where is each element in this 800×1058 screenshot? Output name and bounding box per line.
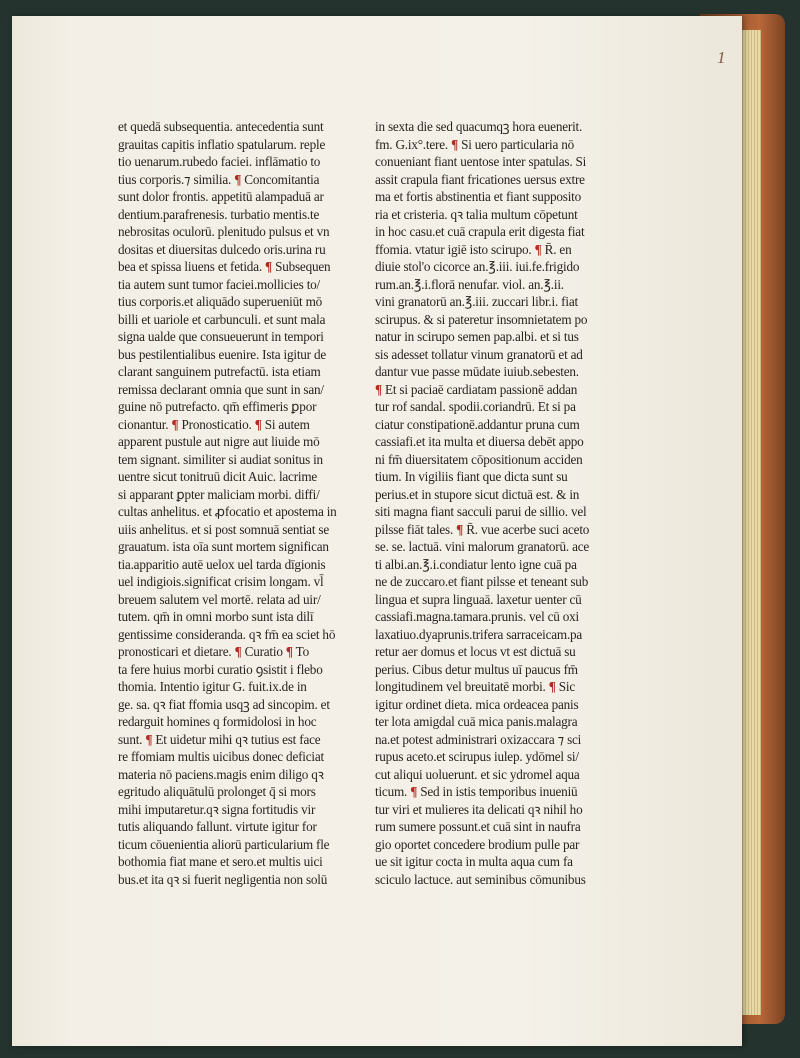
left-column-line: bus.et ita qꝛ si fuerit negligentia non solū: [118, 871, 328, 887]
right-column-line: lingua et supra linguaā. laxetur uenter cū: [375, 591, 582, 607]
left-column-line: sunt. ¶ Et uidetur mihi qꝛ tutius est face: [118, 731, 321, 747]
left-column-line: gentissime consideranda. qꝛ fm̄ ea sciet hō: [118, 626, 336, 642]
folio-number: 1: [717, 48, 726, 67]
right-column: [375, 118, 611, 888]
right-column-line: ter lota amigdal cuā mica panis.malagra: [375, 714, 578, 729]
left-column-line: apparent pustule aut nigre aut liuide mō: [118, 434, 320, 449]
right-column-line: ue sit igitur cocta in multa aqua cum fa: [375, 854, 573, 869]
right-column-line: ne de zuccaro.et fiant pilsse et teneant sub: [375, 574, 589, 589]
left-column-line: bothomia fiat mane et sero.et multis uici: [118, 854, 323, 869]
right-column-line: diuie stol'o cicorce an.℥.iii. iui.fe.frigido: [375, 259, 580, 274]
right-column-line: perius.et in stupore sicut dictuā est. & in: [375, 486, 580, 502]
right-column-line: sciculo lactuce. aut seminibus cōmunibus: [375, 871, 586, 887]
right-column-line: longitudinem vel breuitatē morbi. ¶ Sic: [375, 679, 576, 694]
right-column-line: perius. Cibus detur multus uī paucus fm̄: [375, 661, 578, 677]
left-column-line: bus pestilentialibus euenire. Ista igitur de: [118, 346, 327, 362]
right-column-line: siti magna fiant sacculi parui de sillio. vel: [375, 504, 587, 519]
left-column: [118, 118, 354, 888]
right-column-line: in hoc casu.et cuā crapula erit digesta fiat: [375, 224, 585, 239]
left-column-line: bea et spissa liuens et fetida. ¶ Subsequen: [118, 259, 331, 274]
left-column-line: billi et uariole et carbunculi. et sunt mala: [118, 311, 326, 327]
left-column-line: tutem. qm̄ in omni morbo sunt ista dilī: [118, 609, 314, 624]
right-column-line: cut aliqui uoluerunt. et sic ydromel aqua: [375, 766, 580, 782]
right-column-line: ti albi.an.℥.i.condiatur lento igne cuā pa: [375, 556, 577, 572]
right-column-line: natur in scirupo semen pap.albi. et si tus: [375, 329, 579, 344]
left-column-line: egritudo aliquātulū prolonget q̄ si mors: [118, 784, 316, 799]
right-column-line: gio oportet concedere brodium pulle par: [375, 836, 580, 852]
left-column-line: uiis anhelitus. et si post somnuā sentiat se: [118, 521, 329, 537]
right-column-line: cassiafi.magna.tamara.prunis. vel cū oxi: [375, 609, 580, 624]
right-column-line: sis adesset tollatur vinum granatorū et ad: [375, 346, 583, 362]
right-column-line: rupus aceto.et scirupus iulep. ydōmel si/: [375, 749, 579, 764]
left-column-line: dentium.parafrenesis. turbatio mentis.te: [118, 206, 320, 222]
left-column-line: thomia. Intentio igitur G. fuit.ix.de in: [118, 679, 307, 694]
left-column-line: tio uenarum.rubedo faciei. inflāmatio to: [118, 154, 321, 169]
left-column-line: sunt dolor frontis. appetitū alampaduā ar: [118, 189, 324, 204]
right-column-line: dantur vue passe mūdate iuiub.sebesten.: [375, 364, 579, 379]
right-column-line: ria et cristeria. qꝛ talia multum cōpetunt: [375, 206, 578, 222]
right-column-line: scirupus. & si pateretur insomnietatem po: [375, 311, 588, 327]
left-column-line: si apparant ꝑpter maliciam morbi. diffi/: [118, 486, 320, 502]
right-column-line: ciatur constipationē.addantur pruna cum: [375, 416, 580, 432]
left-column-line: mihi imputaretur.qꝛ signa fortitudis vir: [118, 801, 316, 817]
left-column-line: grauitas capitis inflatio spatularum. reple: [118, 136, 326, 152]
right-column-line: fm. G.ix°.tere. ¶ Si uero particularia nō: [375, 136, 575, 152]
left-column-line: tius corporis.⁊ similia. ¶ Concomitantia: [118, 171, 320, 187]
left-column-line: tem signant. similiter si audiat sonitus in: [118, 451, 323, 467]
left-column-line: ticum cōuenientia aliorū particularium fle: [118, 836, 330, 852]
right-column-line: rum.an.℥.i.florā nenufar. viol. an.℥.ii.: [375, 276, 564, 292]
right-column-line: ffomia. vtatur igiē isto scirupo. ¶ R̄. en: [375, 241, 572, 257]
right-column-line: tur viri et mulieres ita delicati qꝛ nihil ho: [375, 801, 583, 817]
right-column-line: tur rof sandal. spodii.coriandrū. Et si pa: [375, 399, 576, 414]
right-column-line: ticum. ¶ Sed in istis temporibus inueniū: [375, 784, 578, 799]
left-column-line: remissa declarant omnia que sunt in san/: [118, 381, 324, 397]
left-column-line: nebrositas oculorū. plenitudo pulsus et vn: [118, 224, 330, 239]
left-column-line: clarant sanguinem putrefactū. ista etiam: [118, 364, 321, 379]
right-column-line: rum sumere possunt.et cuā sint in naufra: [375, 819, 581, 834]
left-column-line: tia autem sunt tumor faciei.mollicies to/: [118, 276, 321, 292]
left-column-line: signa ualde que consueuerunt in tempori: [118, 329, 324, 344]
right-column-line: in sexta die sed quacumqꝫ hora euenerit.: [375, 119, 583, 134]
right-column-line: igitur ordinet dieta. mica ordeacea panis: [375, 696, 579, 712]
left-column-line: pronosticari et dietare. ¶ Curatio ¶ To: [118, 644, 309, 659]
left-column-line: ge. sa. qꝛ fiat ffomia usqꝫ ad sincopim. et: [118, 696, 330, 712]
left-column-line: uel indigiois.significat crisim longam. vl̄: [118, 574, 324, 589]
left-column-line: materia nō paciens.magis enim diligo qꝛ: [118, 766, 324, 782]
left-column-line: cultas anhelitus. et ꝓfocatio et apostema in: [118, 504, 337, 519]
right-column-line: pilsse fiāt tales. ¶ R̄. vue acerbe suci aceto: [375, 521, 590, 537]
left-column-line: et quedā subsequentia. antecedentia sunt: [118, 119, 324, 134]
right-column-line: laxatiuo.dyaprunis.trifera sarraceicam.pa: [375, 626, 583, 642]
left-column-line: breuem salutem vel mortē. relata ad uir/: [118, 591, 321, 607]
right-column-line: cassiafi.et ita multa et diuersa debēt appo: [375, 434, 584, 449]
right-column-line: ma et fortis abstinentia et fiant supposito: [375, 189, 582, 204]
left-column-line: dositas et diuersitas dulcedo oris.urina ru: [118, 241, 326, 257]
left-column-line: uentre sicut tonitruū dicit Auic. lacrime: [118, 469, 318, 484]
left-column-line: ta fere huius morbi curatio ꝯsistit i flebo: [118, 661, 323, 677]
left-column-line: tia.apparitio autē uelox uel tarda dīgionis: [118, 556, 326, 572]
left-column-line: tius corporis.et aliquādo superueniūt mō: [118, 294, 323, 309]
right-column-line: retur aer domus et locus vt est dictuā su: [375, 644, 576, 659]
left-column-line: grauatum. ista oīa sunt mortem significan: [118, 539, 329, 554]
right-column-line: tium. In vigiliis fiant que dicta sunt su: [375, 469, 568, 484]
right-column-line: na.et potest administrari oxizaccara ⁊ sci: [375, 731, 582, 747]
right-column-line: assit crapula fiant fricationes uersus extre: [375, 171, 585, 187]
right-column-line: ni fm̄ diuersitatem cōpositionum acciden: [375, 451, 583, 467]
right-column-line: ¶ Et si paciaē cardiatam passionē addan: [375, 381, 578, 397]
left-column-line: redarguit homines q formidolosi in hoc: [118, 714, 317, 729]
right-column-line: conueniant fiant uentose inter spatulas. Si: [375, 154, 587, 169]
left-column-line: re ffomiam multis uicibus donec deficiat: [118, 749, 324, 764]
left-column-line: tutis aliquando fallunt. virtute igitur for: [118, 819, 317, 834]
left-column-line: guine nō putrefacto. qm̄ effimeris ꝑpor: [118, 399, 317, 414]
left-column-line: cionantur. ¶ Pronosticatio. ¶ Si autem: [118, 416, 310, 432]
right-column-line: vini granatorū an.℥.iii. zuccari libr.i. fiat: [375, 294, 578, 309]
right-column-line: se. se. lactuā. vini malorum granatorū. ace: [375, 539, 590, 554]
